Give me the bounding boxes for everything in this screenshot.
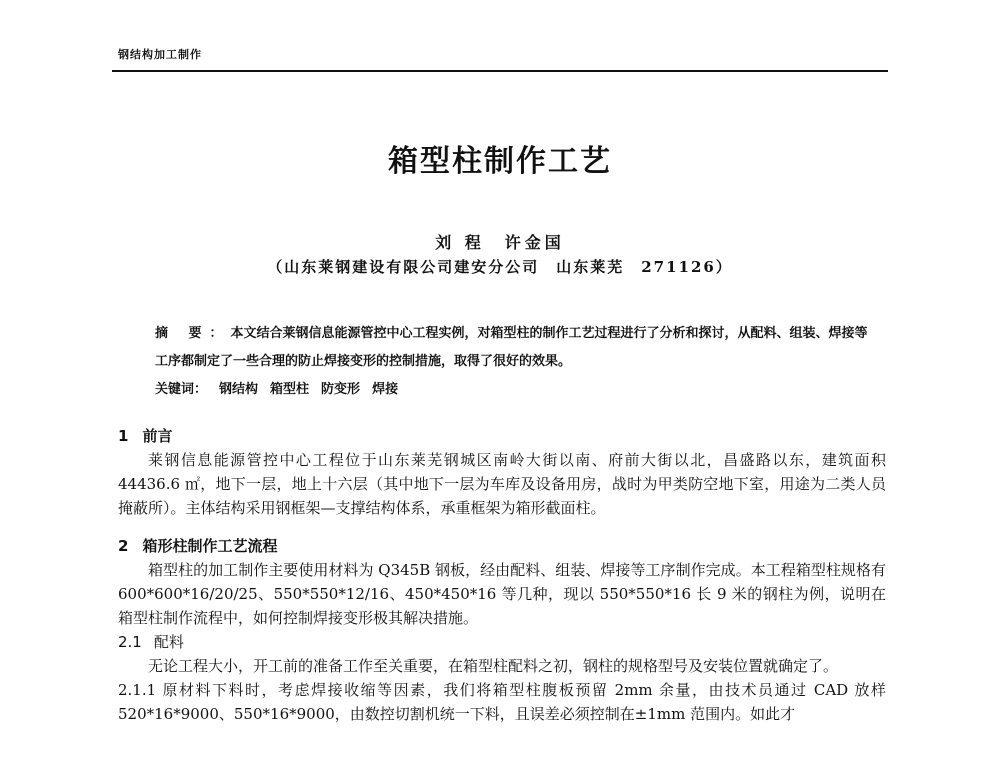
keyword: 焊接 — [372, 382, 399, 397]
header-rule — [112, 70, 888, 72]
section-heading-1 — [118, 424, 886, 448]
body-text — [118, 424, 886, 726]
abstract — [155, 320, 875, 376]
section-2-paragraph: 箱型柱的加工制作主要使用材料为 Q345B 钢板，经由配料、组装、焊接等工序制作完成。本工程箱型柱规格有 600*600*16/20/25、550*550*12/16、450*450*16 等几种，现以 550*550*16 长 9 米的钢柱为例，说明在箱型柱制作流程中，如何控制焊接变形极其解决措施。 — [118, 561, 886, 627]
subsection-number: 2.1 — [118, 633, 142, 651]
subsection-title: 配料 — [153, 633, 184, 651]
keyword: 防变形 — [321, 382, 361, 397]
affiliation: （山东莱钢建设有限公司建安分公司 山东莱芜 271126） — [267, 258, 733, 276]
section-number: 2 — [118, 537, 129, 555]
keywords-label: 关键词： — [155, 382, 208, 397]
section-number: 1 — [118, 427, 129, 445]
section-heading-2 — [118, 534, 886, 558]
paragraph-2-1-1: 2.1.1 原材料下料时，考虑焊接收缩等因素，我们将箱型柱腹板预留 2mm 余量，由技术员通过 CAD 放样 520*16*9000、550*16*9000，由数控切割机统一下料，且误差必须控制在±1mm 范围内。如此才 — [118, 681, 886, 723]
keywords — [155, 378, 398, 397]
keyword: 箱型柱 — [270, 382, 310, 397]
subsection-2-1-paragraph: 无论工程大小，开工前的准备工作至关重要，在箱型柱配料之初，钢柱的规格型号及安装位置就确定了。 — [148, 657, 839, 675]
abstract-text: 本文结合莱钢信息能源管控中心工程实例，对箱型柱的制作工艺过程进行了分析和探讨，从配料、组装、焊接等工序都制定了一些合理的防止焊接变形的控制措施，取得了很好的效果。 — [155, 326, 868, 369]
section-title: 前言 — [142, 427, 173, 445]
paper-title: 箱型柱制作工艺 — [388, 144, 612, 179]
running-head: 钢结构加工制作 — [118, 48, 202, 61]
section-1-paragraph: 莱钢信息能源管控中心工程位于山东莱芜钢城区南岭大街以南、府前大街以北，昌盛路以东，建筑面积 44436.6 ㎡，地下一层，地上十六层（其中地下一层为车库及设备用房，战时为甲类防空地下室，用途为二类人员掩蔽所）。主体结构采用钢框架—支撑结构体系，承重框架为箱形截面柱。 — [118, 451, 886, 517]
authors: 刘 程 许金国 — [435, 233, 565, 252]
section-title: 箱形柱制作工艺流程 — [142, 537, 278, 555]
keyword: 钢结构 — [219, 382, 259, 397]
subsection-heading-2-1 — [118, 630, 886, 654]
abstract-label: 摘 要： — [155, 326, 231, 341]
